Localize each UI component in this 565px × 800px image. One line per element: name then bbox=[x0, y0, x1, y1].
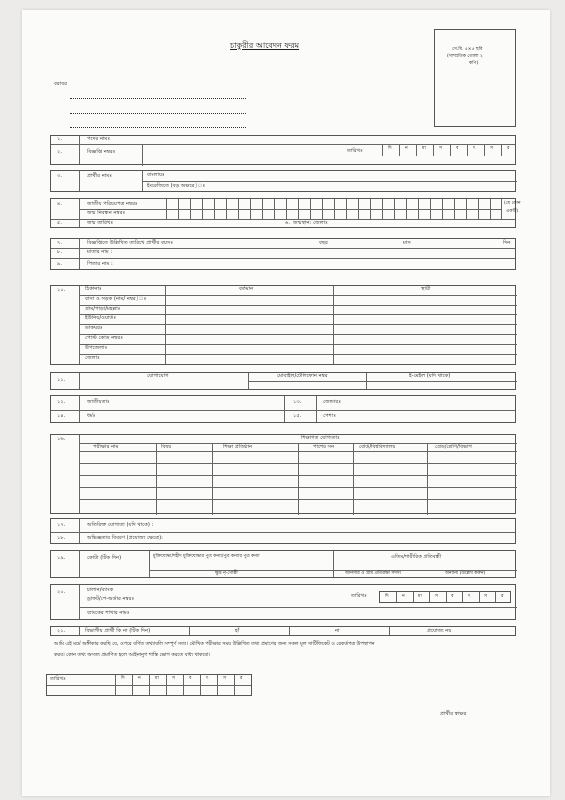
nationality-label: জাতীয়তাঃ bbox=[87, 399, 110, 405]
row-number: ২. bbox=[57, 149, 63, 155]
section-address bbox=[50, 285, 516, 365]
contact-label: যোগাযোগ bbox=[147, 373, 169, 379]
section-nationality bbox=[50, 395, 516, 423]
circular-no-label: বিজ্ঞপ্তি নম্বরঃ bbox=[87, 149, 116, 155]
date-cell: র bbox=[501, 594, 504, 599]
departmental-no[interactable]: না bbox=[335, 628, 340, 634]
name-bangla-label: বাংলায়ঃ bbox=[147, 172, 165, 178]
departmental-yes[interactable]: হাঁ bbox=[235, 628, 240, 634]
religion-label: ধর্মঃ bbox=[87, 413, 96, 419]
date-cell: স bbox=[172, 676, 175, 681]
row-number: ১৬. bbox=[57, 436, 66, 442]
age-day-label: দিন bbox=[503, 240, 511, 246]
address-field-label: ইউনিয়/ওয়ার্ডঃ bbox=[85, 315, 117, 321]
challan-label: চালান/ব্যাংক bbox=[87, 587, 114, 593]
departmental-na[interactable]: প্রযোজ্য নয় bbox=[427, 628, 452, 634]
row-number: ১৩. bbox=[293, 399, 302, 405]
date-cell: ন bbox=[138, 676, 141, 681]
age-month-label: মাস bbox=[403, 240, 411, 246]
education-header: পরীক্ষার নাম bbox=[93, 444, 119, 450]
section-nid bbox=[50, 198, 521, 228]
row-number: ১৭. bbox=[57, 522, 66, 528]
departmental-label: বিভাগীয় প্রার্থী কি না (টিক দিন) bbox=[85, 628, 151, 634]
date-cell: ব bbox=[451, 594, 454, 599]
draft-label: ড্রাফট/পে-অর্ডার নম্বরঃ bbox=[87, 596, 135, 602]
address-field-label: উপজেলাঃ bbox=[85, 345, 108, 351]
date-cell: মা bbox=[418, 594, 422, 599]
row-number: ১. bbox=[57, 136, 63, 142]
section-additional bbox=[50, 518, 516, 544]
section-age-parents bbox=[50, 238, 516, 270]
dob-label: জন্ম তারিখঃ bbox=[87, 220, 114, 226]
address-field-label: পোস্ট কোড নম্বরঃ bbox=[85, 335, 123, 341]
declaration-line: আমি এই মর্মে অঙ্গীকার করছি যে, ওপরে বর্ণিত তথ্যাবলি সম্পূর্ণ সত্য। মৌখিক পরীক্ষার সময় উল্লিখিত তথ্য প্রমাণের জন্য সকল মূল সার্টিফিকেট ও রেকর্ডপত্র উপস্থাপন bbox=[54, 641, 375, 647]
education-header: পাশের সন bbox=[313, 444, 335, 450]
mother-name-label: মাতার নাম : bbox=[87, 249, 113, 255]
date-cell: দি bbox=[388, 146, 392, 151]
payment-date-label: তারিখঃ bbox=[351, 593, 367, 599]
date-cell: ৎ bbox=[468, 594, 471, 599]
nid-label: জাতীয় পরিচয়পত্র নম্বরঃ bbox=[87, 201, 138, 207]
either-one-note: একটি) bbox=[506, 209, 519, 214]
quota-ansar: আনসার ও গ্রাম প্রতিরক্ষা সদস্য bbox=[345, 571, 401, 576]
row-number: ৮. bbox=[57, 249, 63, 255]
address-line[interactable] bbox=[70, 98, 246, 99]
row-number: ১৪. bbox=[57, 413, 66, 419]
quota-label: কোটা (টিক দিন) bbox=[87, 555, 122, 561]
permanent-address-header: স্থায়ী bbox=[421, 286, 431, 292]
section-education bbox=[50, 434, 516, 514]
date-cell: ব bbox=[189, 676, 192, 681]
row-number: ১২. bbox=[57, 399, 66, 405]
mobile-header: মোবাইল/টেলিফোন নম্বর bbox=[277, 373, 328, 379]
section-quota bbox=[50, 550, 516, 578]
quota-other: অন্যান্য (উল্লেখ করুন) bbox=[445, 571, 486, 576]
experience-label: অভিজ্ঞতার বিবরণ (প্রযোজ্য ক্ষেত্রে): bbox=[87, 535, 163, 541]
education-header: বোর্ড/বিশ্ববিদ্যালয় bbox=[359, 444, 396, 450]
section-contact bbox=[50, 372, 516, 390]
form-title: চাকুরীর আবেদন ফরম bbox=[230, 41, 300, 50]
gender-label: জেন্ডারঃ bbox=[323, 399, 342, 405]
bank-branch-label: ব্যাংকের শাখার নামঃ bbox=[87, 610, 130, 616]
date-cell: র bbox=[240, 676, 243, 681]
quota-freedom-fighter: মুক্তিযোদ্ধা/শহীদ মুক্তিযোদ্ধার পুত্র কন্যা/পুত্র কন্যার পুত্র কন্যা bbox=[153, 554, 260, 559]
address-line[interactable] bbox=[70, 113, 246, 114]
date-cell: ন bbox=[402, 594, 405, 599]
date-cell: মা bbox=[155, 676, 159, 681]
to-label: বরাবর bbox=[54, 81, 67, 87]
date-cell: ৎ bbox=[206, 676, 209, 681]
section-post bbox=[50, 135, 516, 165]
date-cell: ন bbox=[405, 146, 408, 151]
present-address-header: বর্তমান bbox=[239, 286, 254, 292]
education-header: শিক্ষা প্রতিষ্ঠান bbox=[223, 444, 253, 450]
date-cell: স bbox=[223, 676, 226, 681]
date-grid[interactable] bbox=[382, 144, 518, 156]
row-number: ৭. bbox=[57, 240, 63, 246]
photo-box bbox=[434, 29, 516, 127]
row-number: ১৮. bbox=[57, 535, 66, 541]
row-number: ১১. bbox=[57, 377, 66, 383]
education-label: শিক্ষাগত যোগ্যতাঃ bbox=[301, 435, 340, 441]
address-field-label: ডাকঘরঃ bbox=[85, 325, 103, 331]
address-field-label: জেলাঃ bbox=[85, 355, 100, 361]
photo-text: কপি) bbox=[469, 61, 479, 66]
quota-disabled: এতিম/শারীরিক প্রতিবন্ধী bbox=[391, 554, 442, 560]
payment-date-grid[interactable] bbox=[379, 591, 511, 603]
birth-reg-label: জন্ম নিবন্ধন নম্বরঃ bbox=[87, 210, 126, 216]
row-number: ১০. bbox=[57, 287, 66, 293]
email-header: ই-মেইল (যদি থাকে) bbox=[409, 373, 451, 379]
row-number: ২১. bbox=[57, 628, 66, 634]
section-name bbox=[50, 170, 516, 192]
additional-qual-label: অতিরিক্ত যোগ্যতা (যদি থাকে) : bbox=[87, 522, 154, 528]
date-cell: মা bbox=[422, 146, 426, 151]
row-number: ১৫. bbox=[293, 413, 302, 419]
date-cell: স bbox=[435, 594, 438, 599]
applicant-name-label: প্রার্থীর নামঃ bbox=[87, 173, 112, 179]
photo-text: (সাম্প্রতিক তোলা ২ bbox=[447, 54, 483, 59]
declaration-line: করব। কোন তথ্য অসত্য প্রমাণিত হলে আইনানুগ শাস্তি ভোগ করতে বাধ্য থাকবো। bbox=[54, 652, 211, 658]
address-line[interactable] bbox=[70, 127, 246, 128]
either-one-note: (যে কোন bbox=[504, 201, 521, 206]
profession-label: পেশাঃ bbox=[323, 413, 336, 419]
education-header: গ্রেড/শ্রেণি/বিভাগ bbox=[435, 444, 472, 450]
section-departmental bbox=[50, 626, 516, 636]
row-number: ৫. bbox=[57, 220, 63, 226]
date-cell: দি bbox=[385, 594, 389, 599]
father-name-label: পিতার নাম : bbox=[87, 261, 113, 267]
row-number: ৪. bbox=[57, 201, 63, 207]
address-label: ঠিকানাঃ bbox=[85, 286, 102, 292]
date-cell: দি bbox=[121, 676, 125, 681]
date-cell: ৎ bbox=[473, 146, 476, 151]
date-cell: ব bbox=[456, 146, 459, 151]
photo-text: সে.মি. ৫×৫ ছবি bbox=[452, 47, 483, 52]
address-field-label: বাসা ও সড়ক (নাম/ নম্বর)ঃ bbox=[85, 296, 147, 302]
row-number: ৯. bbox=[57, 261, 63, 267]
birthplace-label: জন্মস্থান: জেলাঃ bbox=[293, 220, 328, 226]
section-payment bbox=[50, 584, 516, 620]
signature-label: প্রার্থীর স্বাক্ষর bbox=[440, 711, 467, 717]
name-english-label: ইংরেজিতে (বড় অক্ষরে)ঃ bbox=[147, 183, 206, 189]
quota-ethnic: ক্ষুদ্র নৃ-গোষ্ঠী bbox=[215, 571, 238, 576]
row-number: ২০. bbox=[57, 589, 66, 595]
date-cell: স bbox=[490, 146, 493, 151]
date-cell: স bbox=[439, 146, 442, 151]
application-form-page bbox=[22, 10, 550, 796]
age-label: বিজ্ঞপ্তিতে উল্লিখিত তারিখে প্রার্থীর বয়সঃ bbox=[87, 240, 174, 246]
row-number: ১৯. bbox=[57, 555, 66, 561]
date-cell: স bbox=[484, 594, 487, 599]
row-number: ৬. bbox=[285, 220, 291, 226]
age-year-label: বছর bbox=[319, 240, 328, 246]
address-field-label: গ্রাম/পাড়া/মহল্লাঃ bbox=[85, 306, 121, 312]
education-header: বিষয় bbox=[161, 444, 172, 450]
date-label: তারিখঃ bbox=[50, 676, 66, 682]
signature-date-grid[interactable] bbox=[46, 674, 252, 696]
date-label: তারিখঃ bbox=[347, 148, 363, 154]
post-name-label: পদের নামঃ bbox=[87, 136, 111, 142]
row-number: ৩. bbox=[57, 173, 63, 179]
date-cell: র bbox=[507, 146, 510, 151]
